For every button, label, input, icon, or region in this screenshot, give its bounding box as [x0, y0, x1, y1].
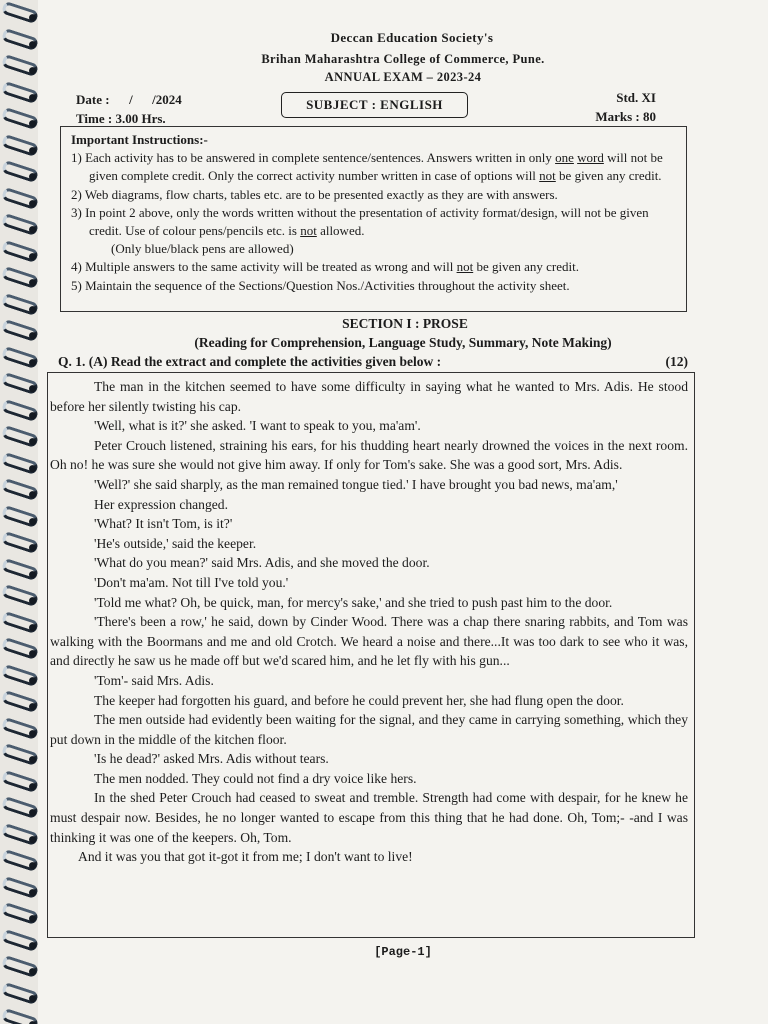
binding-ring — [1, 425, 39, 448]
binding-ring — [1, 186, 39, 209]
passage-paragraph: The man in the kitchen seemed to have some difficulty in saying what he wanted to Mrs. Adis. He stood before her silently twisting his cap. — [50, 379, 688, 414]
binding-ring — [1, 266, 39, 289]
passage-paragraph: 'What do you mean?' said Mrs. Adis, and she moved the door. — [94, 555, 430, 571]
binding-ring — [1, 955, 39, 978]
binding-ring — [1, 531, 39, 554]
binding-ring — [1, 902, 39, 925]
meta-left — [76, 90, 182, 128]
instruction-1 — [71, 149, 678, 185]
binding-ring — [1, 928, 39, 951]
passage-paragraph: The men nodded. They could not find a dry voice like hers. — [94, 770, 417, 786]
binding-ring — [1, 80, 39, 103]
binding-ring — [1, 981, 39, 1004]
binding-ring — [1, 557, 39, 580]
binding-ring — [1, 160, 39, 183]
binding-ring — [1, 107, 39, 130]
binding-ring — [1, 796, 39, 819]
underlined-word: one — [555, 150, 574, 166]
binding-ring — [1, 716, 39, 739]
binding-ring — [1, 345, 39, 368]
passage-paragraph: The men outside had evidently been waiting for the signal, and they came in carrying something, which they put down in the middle of the kitchen floor. — [50, 712, 688, 747]
section-title: SECTION I : PROSE — [342, 316, 468, 331]
binding-ring — [1, 133, 39, 156]
underlined-word: not — [456, 259, 474, 275]
binding-ring — [1, 584, 39, 607]
instruction-2: 2) Web diagrams, flow charts, tables etc. are to be presented exactly as they are with answers. — [71, 186, 558, 202]
passage-paragraph: The keeper had forgotten his guard, and before he could prevent her, she had flung open the door. — [94, 692, 624, 708]
passage-paragraph: Her expression changed. — [94, 496, 228, 512]
question-marks: (12) — [665, 354, 688, 369]
binding-ring — [1, 875, 39, 898]
passage-paragraph: 'What? It isn't Tom, is it?' — [94, 516, 233, 532]
page-number: [Page-1] — [374, 945, 432, 959]
exam-time: Time : 3.00 Hrs. — [76, 111, 166, 126]
standard: Std. XI — [616, 90, 656, 105]
passage-paragraph: 'Is he dead?' asked Mrs. Adis without tears. — [94, 751, 329, 767]
college-name: Brihan Maharashtra College of Commerce, Pune. — [261, 52, 545, 66]
question-label: Q. 1. (A) Read the extract and complete the activities given below : — [58, 354, 442, 369]
binding-ring — [1, 27, 39, 50]
passage-paragraph: 'Don't ma'am. Not till I've told you.' — [94, 574, 289, 590]
underlined-word: not — [539, 168, 556, 184]
passage-paragraph: 'Well?' she said sharply, as the man remained tongue tied.' I have brought you bad news, ma'am,' — [94, 476, 618, 492]
underlined-word: word — [577, 150, 604, 166]
binding-ring — [1, 663, 39, 686]
instruction-text: be given any credit. — [473, 259, 579, 275]
instruction-3-note: (Only blue/black pens are allowed) — [111, 241, 294, 257]
binding-ring — [1, 54, 39, 77]
binding-ring — [1, 372, 39, 395]
binding-ring — [1, 690, 39, 713]
binding-ring — [1, 743, 39, 766]
binding-ring — [1, 1008, 39, 1024]
exam-date: Date : / /2024 — [76, 92, 182, 107]
binding-ring — [1, 1, 39, 24]
passage-paragraph: 'He's outside,' said the keeper. — [94, 535, 257, 551]
instruction-text: 3) In point 2 above, only the words written without the presentation of activity format/design, will not be given credit. Use of colour pens/pencils etc. is — [71, 204, 649, 239]
instruction-text: 4) Multiple answers to the same activity will be treated as wrong and will — [71, 259, 457, 275]
exam-title: ANNUAL EXAM – 2023-24 — [324, 70, 482, 84]
passage-paragraph: 'Well, what is it?' she asked. 'I want to speak to you, ma'am'. — [94, 418, 421, 434]
instruction-text: allowed. — [316, 223, 365, 239]
binding-ring — [1, 849, 39, 872]
passage-paragraph: In the shed Peter Crouch had ceased to sweat and tremble. Strength had come with despair, for he knew he must despair now. Besides, he no longer wanted to escape from this thing that he had done. Oh, Tom;- -and I was thinking it was one of the keepers. Oh, Tom. — [50, 790, 688, 845]
passage-paragraph: 'There's been a row,' he said, down by Cinder Wood. There was a chap there snaring rabbits, and Tom was walking with the Boormans and me and old Crotch. We heard a noise and there...It was too dark to see who it was, and directly he saw us he made off but we'd scared him, and he let fly with his gun... — [50, 614, 688, 669]
instruction-text: 1) Each activity has to be answered in complete sentence/sentences. Answers written in only — [71, 150, 556, 166]
underlined-word: not — [300, 223, 317, 239]
instruction-4 — [71, 258, 678, 276]
binding-ring — [1, 292, 39, 315]
society-name: Deccan Education Society's — [330, 30, 494, 45]
exam-header — [38, 30, 768, 85]
prose-extract — [47, 372, 695, 938]
instructions-box — [60, 126, 687, 312]
passage-paragraph: 'Tom'- said Mrs. Adis. — [94, 672, 214, 688]
binding-ring — [1, 478, 39, 501]
instructions-title: Important Instructions:- — [71, 132, 208, 147]
binding-ring — [1, 398, 39, 421]
subject-box: SUBJECT : ENGLISH — [281, 92, 468, 118]
binding-ring — [1, 239, 39, 262]
instruction-text: be given any credit. — [555, 168, 662, 184]
meta-right — [595, 88, 656, 126]
passage-paragraph: 'Told me what? Oh, be quick, man, for mercy's sake,' and she tried to push past him to the door. — [94, 594, 613, 610]
instruction-5: 5) Maintain the sequence of the Sections/Question Nos./Activities throughout the activity sheet. — [71, 277, 570, 293]
binding-ring — [1, 769, 39, 792]
binding-ring — [1, 822, 39, 845]
binding-ring — [1, 504, 39, 527]
passage-paragraph: Peter Crouch listened, straining his ears, for his thudding heart nearly drowned the voices in the next room. Oh no! he was sure she would not give him away. If only for Tom's sake. She was a good sort, Mrs. Adis. — [50, 437, 688, 473]
binding-ring — [1, 451, 39, 474]
question-heading — [58, 354, 688, 370]
exam-sheet — [38, 0, 768, 1024]
binding-ring — [1, 319, 39, 342]
total-marks: Marks : 80 — [595, 109, 656, 124]
binding-ring — [1, 637, 39, 660]
binding-ring — [1, 610, 39, 633]
instruction-text: will not be given complete credit. Only the correct activity number written in case of options will — [89, 150, 663, 184]
binding-ring — [1, 213, 39, 236]
section-subtitle: (Reading for Comprehension, Language Study, Summary, Note Making) — [194, 335, 612, 350]
passage-paragraph: And it was you that got it-got it from me; I don't want to live! — [78, 849, 413, 865]
instruction-3 — [71, 204, 678, 240]
